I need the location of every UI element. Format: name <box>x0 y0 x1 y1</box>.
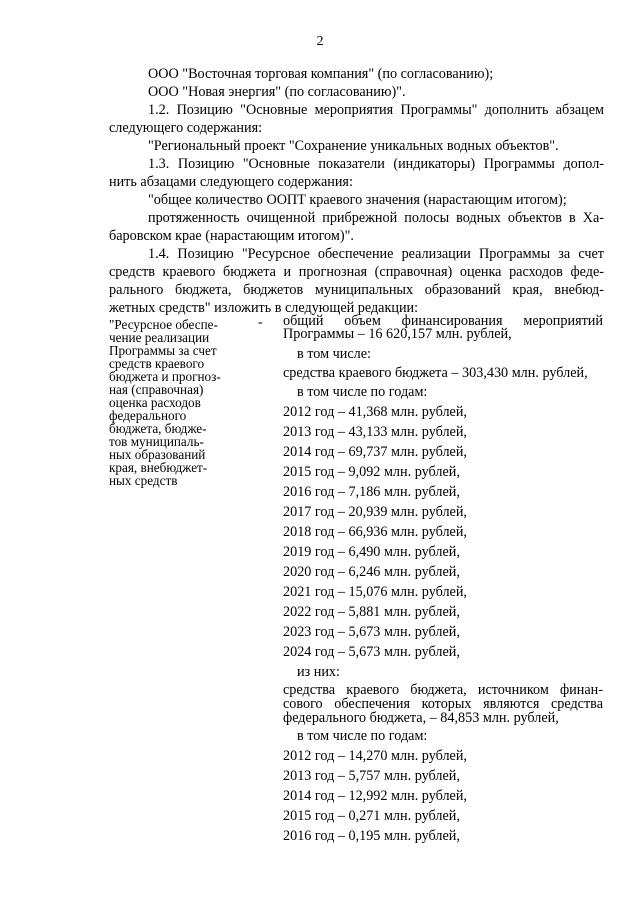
left-cell-line: ных средств <box>109 473 178 488</box>
item-1-3-quote-1: "общее количество ООПТ краевого значения (нарастающим итогом); <box>148 192 567 208</box>
year-row: 2016 год – 7,186 млн. рублей, <box>283 484 460 500</box>
year-row: 2015 год – 0,271 млн. рублей, <box>283 808 460 824</box>
federal-line-1: средства краевого бюджета, источником финан- <box>283 682 603 698</box>
year-row: 2014 год – 12,992 млн. рублей, <box>283 788 467 804</box>
item-1-4-line-4: жетных средств" изложить в следующей редакции: <box>109 300 419 316</box>
intro-line-1: ООО "Восточная торговая компания" (по согласованию); <box>148 66 494 82</box>
year-row: 2015 год – 9,092 млн. рублей, <box>283 464 460 480</box>
year-row: 2013 год – 5,757 млн. рублей, <box>283 768 460 784</box>
left-cell-line: чение реализации <box>109 330 210 345</box>
item-1-2-quote: "Региональный проект "Сохранение уникальных водных объектов". <box>148 138 559 154</box>
left-cell-line: ных образований <box>109 447 206 462</box>
item-1-4-line-2: средств краевого бюджета и прогнозная (справочная) оценка расходов феде- <box>109 264 604 280</box>
left-cell-line: федерального <box>109 408 187 423</box>
left-cell-line: тов муниципаль- <box>109 434 204 449</box>
year-row: 2020 год – 6,246 млн. рублей, <box>283 564 460 580</box>
year-row: 2021 год – 15,076 млн. рублей, <box>283 584 467 600</box>
year-row: 2024 год – 5,673 млн. рублей, <box>283 644 460 660</box>
year-row: 2018 год – 66,936 млн. рублей, <box>283 524 467 540</box>
left-cell-line: "Ресурсное обеспе- <box>109 317 218 332</box>
item-1-3-quote-2-line-2: баровском крае (нарастающим итогом)". <box>109 228 354 244</box>
intro-line-2: ООО "Новая энергия" (по согласованию)". <box>148 84 406 100</box>
item-1-4-line-3: рального бюджета, бюджетов муниципальных образований края, внебюд- <box>109 282 604 298</box>
left-cell-line: ная (справочная) <box>109 382 204 397</box>
item-1-4-line-1: 1.4. Позицию "Ресурсное обеспечение реализации Программы за счет <box>148 246 604 262</box>
by-years-label-2: в том числе по годам: <box>297 728 428 744</box>
year-row: 2013 год – 43,133 млн. рублей, <box>283 424 467 440</box>
left-cell-line: бюджета и прогноз- <box>109 369 221 384</box>
total-line-1: общий объем финансирования мероприятий <box>283 313 603 329</box>
page-number: 2 <box>316 34 324 49</box>
total-line-2: Программы – 16 620,157 млн. рублей, <box>283 326 512 342</box>
by-years-label: в том числе по годам: <box>297 384 428 400</box>
left-cell-line: средств краевого <box>109 356 205 371</box>
left-cell-line: оценка расходов <box>109 395 201 410</box>
left-cell-line: бюджета, бюдже- <box>109 421 207 436</box>
regional-budget-line: средства краевого бюджета – 303,430 млн. рублей, <box>283 365 588 381</box>
federal-line-3: федерального бюджета, – 84,853 млн. рублей, <box>283 710 559 726</box>
item-1-3-line-2: нить абзацами следующего содержания: <box>109 174 353 190</box>
item-1-2-line-1: 1.2. Позицию "Основные мероприятия Программы" дополнить абзацем <box>148 102 604 118</box>
federal-line-2: сового обеспечения которых являются средства <box>283 696 603 712</box>
item-1-3-quote-2-line-1: протяженность очищенной прибрежной полосы водных объектов в Ха- <box>148 210 604 226</box>
year-row: 2014 год – 69,737 млн. рублей, <box>283 444 467 460</box>
item-1-2-line-2: следующего содержания: <box>109 120 263 136</box>
including-label: в том числе: <box>297 346 371 362</box>
item-1-3-line-1: 1.3. Позицию "Основные показатели (индикаторы) Программы допол- <box>148 156 604 172</box>
year-row: 2022 год – 5,881 млн. рублей, <box>283 604 460 620</box>
year-row: 2012 год – 41,368 млн. рублей, <box>283 404 467 420</box>
table-separator-dash: - <box>258 315 263 330</box>
year-row: 2019 год – 6,490 млн. рублей, <box>283 544 460 560</box>
of-them-label: из них: <box>297 664 340 680</box>
year-row: 2012 год – 14,270 млн. рублей, <box>283 748 467 764</box>
year-row: 2017 год – 20,939 млн. рублей, <box>283 504 467 520</box>
left-cell-line: края, внебюджет- <box>109 460 208 475</box>
year-row: 2016 год – 0,195 млн. рублей, <box>283 828 460 844</box>
year-row: 2023 год – 5,673 млн. рублей, <box>283 624 460 640</box>
left-cell-line: Программы за счет <box>109 343 217 358</box>
